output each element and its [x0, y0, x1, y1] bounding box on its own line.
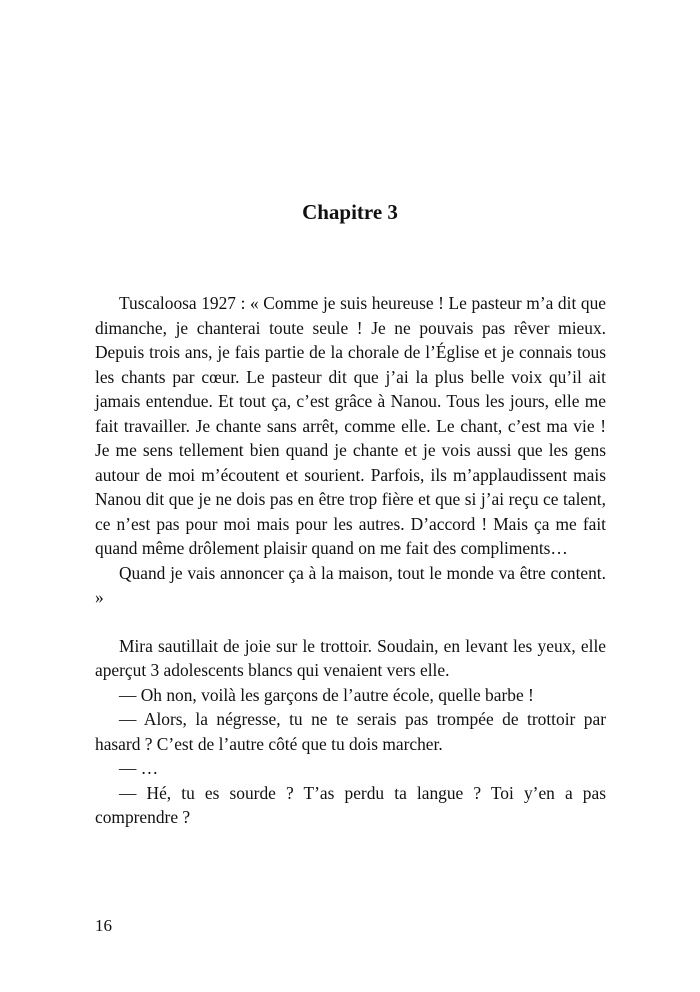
paragraph-diary-ending: Quand je vais annoncer ça à la maison, tout le monde va être content. » [95, 562, 606, 607]
page-number: 16 [95, 916, 112, 935]
paragraph-narration: Mira sautillait de joie sur le trottoir. Soudain, en levant les yeux, elle aperçut 3 adolescents blancs qui venaient vers elle. [95, 635, 606, 680]
section-break [95, 610, 606, 634]
dialogue-line: — Hé, tu es sourde ? T’as perdu ta langue ? Toi y’en a pas comprendre ? [95, 782, 606, 827]
dialogue-line: — Oh non, voilà les garçons de l’autre école, quelle barbe ! [119, 684, 534, 705]
chapter-title: Chapitre 3 [302, 200, 398, 224]
dialogue-line: — … [119, 758, 159, 778]
dialogue-line: — Alors, la négresse, tu ne te serais pas trompée de trottoir par hasard ? C’est de l’autre côté que tu dois marcher. [95, 709, 606, 754]
body-text [95, 291, 606, 830]
paragraph-diary-entry: Tuscaloosa 1927 : « Comme je suis heureuse ! Le pasteur m’a dit que dimanche, je chanterai toute seule ! Je ne pouvais pas rêver mieux. Depuis trois ans, je fais partie de la chorale de l’Église et je connais tous les chants par cœur. Le pasteur dit que j’ai la plus belle voix qu’il ait jamais entendue. Et tout ça, c’est grâce à Nanou. Tous les jours, elle me fait travailler. Je chante sans arrêt, comme elle. Le chant, c’est ma vie ! Je me sens tellement bien quand je chante et je vois aussi que les gens autour de moi m’écoutent et sourient. Parfois, ils m’applaudissent mais Nanou dit que je ne dois pas en être trop fière et que si j’ai reçu ce talent, ce n’est pas pour moi mais pour les autres. D’accord ! Mais ça me fait quand même drôlement plaisir quand on me fait des compliments… [95, 293, 606, 558]
